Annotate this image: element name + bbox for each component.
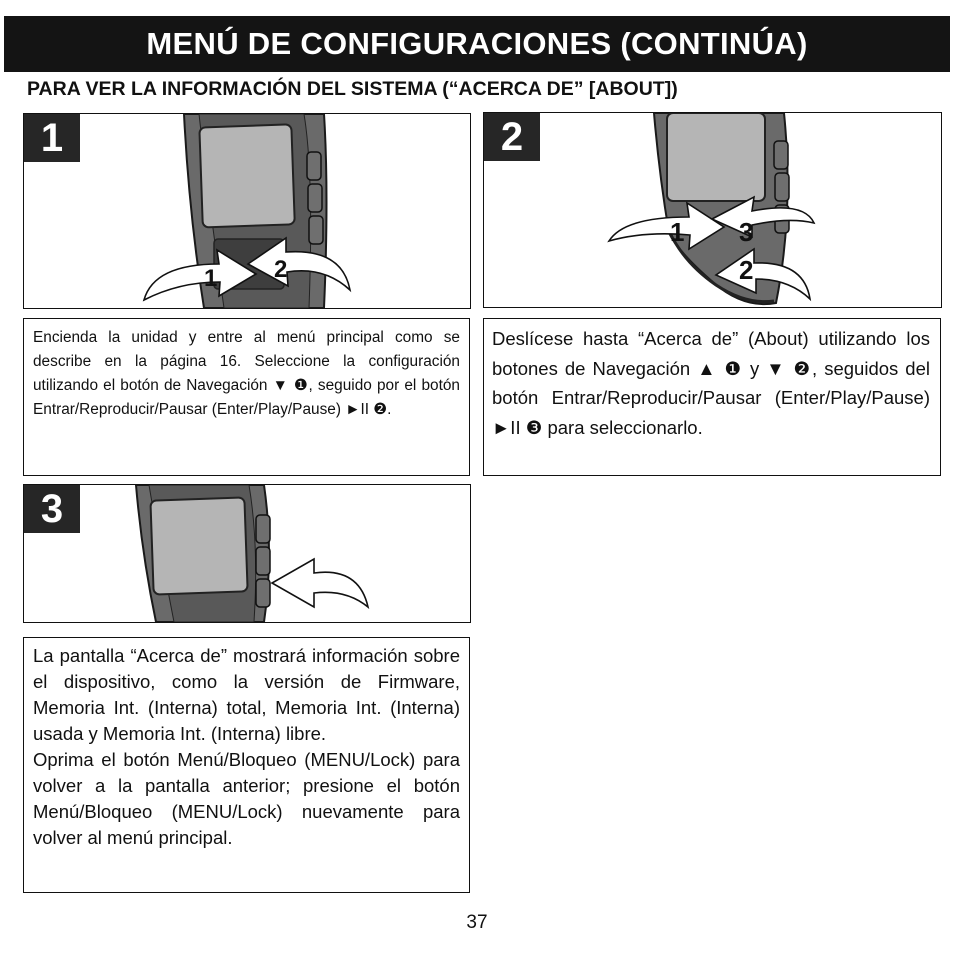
arrow-label-2: 2 [274,256,288,283]
arrow-label-1: 1 [670,217,685,247]
step-3-text-2: Oprima el botón Menú/Bloqueo (MENU/Lock) para volver a la pantalla anterior; presione el botón Menú/Bloqueo (MENU/Lock) nuevamente para volver al menú principal. [33,749,460,848]
step-3-instructions [23,637,470,893]
device-illustration [24,114,470,308]
device-illustration [484,113,941,307]
step-1-illustration [23,113,471,309]
step-2-text: Deslícese hasta “Acerca de” (About) utilizando los botones de Navegación ▲ ❶ y ▼ ❷, seguidos del botón Entrar/Reproducir/Pausar (Enter/Play/Pause) ►II ❸ para seleccionarlo. [492,328,930,438]
step-number: 2 [484,113,540,161]
step-3-illustration [23,484,471,623]
page-number: 37 [466,912,488,933]
device-illustration [24,485,470,622]
page-title-banner [4,16,950,72]
section-subtitle: PARA VER LA INFORMACIÓN DEL SISTEMA (“ACERCA DE” [ABOUT]) [27,78,678,100]
step-number: 3 [24,485,80,533]
arrow-menu [272,559,368,607]
step-2-illustration [483,112,942,308]
page-title: MENÚ DE CONFIGURACIONES (CONTINÚA) [146,26,808,61]
arrow-label-3: 3 [739,217,754,247]
step-1-instructions [23,318,470,476]
arrow-label-2: 2 [739,255,754,285]
step-number: 1 [24,114,80,162]
step-1-text: Encienda la unidad y entre al menú principal como se describe en la página 16. Seleccione la configuración utilizando el botón de Navegación ▼ ❶, seguido por el botón Entrar/Reproducir/Pausar (Enter/Play/Pause) ►II ❷. [33,329,460,418]
step-3-text-1: La pantalla “Acerca de” mostrará información sobre el dispositivo, como la versión de Firmware, Memoria Int. (Interna) total, Memoria Int. (Interna) usada y Memoria Int. (Interna) libre. [33,645,460,744]
step-2-instructions [483,318,941,476]
arrow-label-1: 1 [204,265,218,292]
